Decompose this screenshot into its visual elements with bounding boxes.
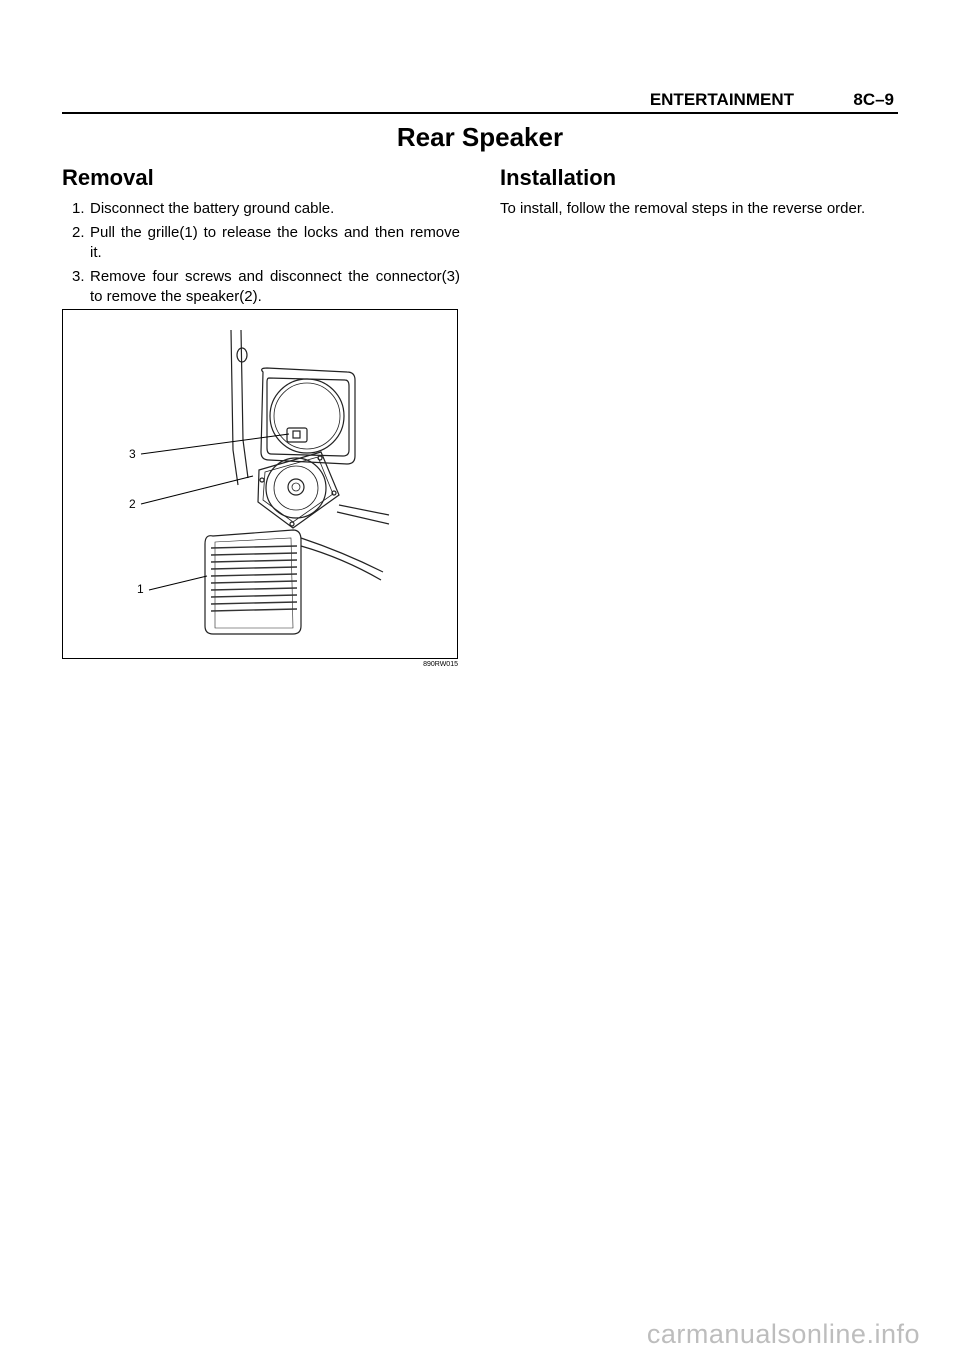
installation-text: To install, follow the removal steps in the reverse order. <box>500 200 866 217</box>
speaker-illustration <box>62 309 458 659</box>
trim-line <box>339 505 389 515</box>
speaker-cone-inner <box>274 466 318 510</box>
step-number: 3. <box>72 268 85 285</box>
installation-heading: Installation <box>500 165 617 190</box>
screw-hole <box>290 522 294 526</box>
grille-slats <box>211 546 297 611</box>
connector-pin <box>293 431 300 438</box>
step-text: Disconnect the battery ground cable. <box>90 200 335 217</box>
callout-3: 3 <box>129 447 136 461</box>
callout-1: 1 <box>137 582 144 596</box>
speaker-opening <box>270 379 344 453</box>
trim-line <box>301 538 383 572</box>
removal-step-1 <box>62 199 460 219</box>
speaker-diagram <box>63 310 457 658</box>
mounting-panel-inner <box>267 378 349 456</box>
step-text: Remove four screws and disconnect the connector(3) to remove the speaker(2). <box>90 268 460 305</box>
page-title: Rear Speaker <box>396 122 564 152</box>
speaker-frame-inner <box>263 457 333 522</box>
mounting-panel <box>261 368 355 464</box>
speaker-cone <box>266 458 326 518</box>
watermark-link[interactable]: carmanualsonline.info <box>646 1319 920 1349</box>
page-header <box>62 88 898 114</box>
step-number: 2. <box>72 224 85 241</box>
removal-step-2 <box>62 223 460 263</box>
header-section-title: ENTERTAINMENT <box>649 90 794 109</box>
removal-steps <box>62 199 460 307</box>
step-text: Pull the grille(1) to release the locks and then remove it. <box>90 224 460 261</box>
speaker-center <box>292 483 300 491</box>
removal-heading: Removal <box>62 165 154 190</box>
screw-hole <box>260 478 264 482</box>
callout-2-leader <box>141 476 253 504</box>
installation-section <box>500 165 900 219</box>
figure-code: 890RW015 <box>423 661 458 668</box>
removal-section <box>62 165 460 311</box>
removal-step-3 <box>62 267 460 307</box>
header-page-number: 8C–9 <box>853 90 894 109</box>
step-number: 1. <box>72 200 85 217</box>
callout-1-leader <box>149 576 207 590</box>
speaker-dust-cap <box>288 479 304 495</box>
callout-2: 2 <box>129 497 136 511</box>
trim-line <box>301 546 381 580</box>
connector <box>287 428 307 442</box>
